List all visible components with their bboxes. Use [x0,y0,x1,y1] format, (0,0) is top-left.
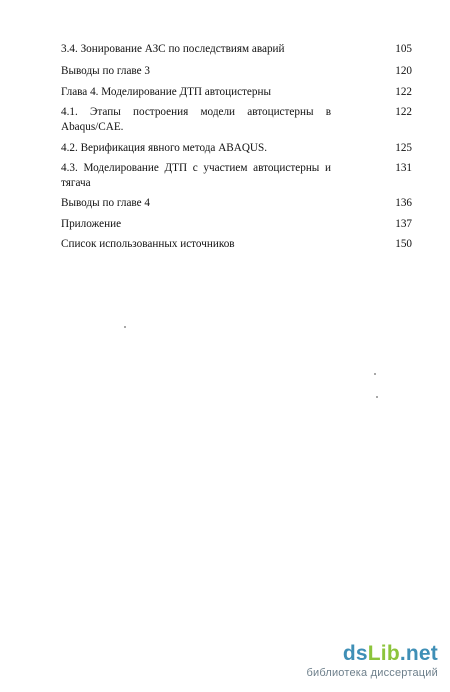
toc-entry [61,217,412,232]
toc-entry-title: Список использованных источников [61,238,235,251]
toc-entry-page: 122 [395,86,412,99]
toc-entry-title: 4.2. Верификация явного метода ABAQUS. [61,141,267,154]
scan-speck [376,396,378,398]
toc-entry-page: 137 [395,217,412,230]
toc-entry-page: 131 [395,161,412,174]
toc-entry-title: Выводы по главе 4 [61,196,150,209]
watermark-logo-ds: ds [342,642,368,665]
toc-entry-page: 105 [395,43,412,55]
toc-entry-page: 120 [395,65,412,78]
toc-entry [61,161,412,191]
toc-entry-title: Приложение [61,217,122,230]
toc-entry [61,42,412,57]
toc-entry-title: Глава 4. Моделирование ДТП автоцистерны [61,86,271,99]
toc-entry [61,237,412,252]
toc-entry-title: 4.3. Моделирование ДТП с участием автоцистерны и тягача [61,161,331,189]
scan-speck [374,373,376,375]
toc-entry-title: Выводы по главе 3 [61,65,150,78]
scan-speck [124,326,126,328]
toc-entry-page: 125 [395,141,412,154]
watermark-subtitle: библиотека диссертаций [306,667,438,679]
toc-entry-page: 136 [395,196,412,209]
table-of-contents [61,42,412,258]
toc-entry [61,105,412,135]
toc-entry [61,141,412,156]
toc-entry-title: 4.1. Этапы построения модели автоцистерны в Abaqus/CAE. [61,106,331,134]
dslib-watermark [262,642,438,686]
toc-entry-page: 150 [395,238,412,251]
toc-entry [61,64,412,79]
toc-entry [61,85,412,100]
watermark-logo-lib: Lib [367,642,400,665]
toc-entry-title: 3.4. Зонирование АЗС по последствиям аварий [61,43,285,55]
watermark-logo-net: .net [399,642,438,665]
toc-entry [61,196,412,211]
toc-entry-page: 122 [395,106,412,119]
watermark-logo [262,642,438,666]
